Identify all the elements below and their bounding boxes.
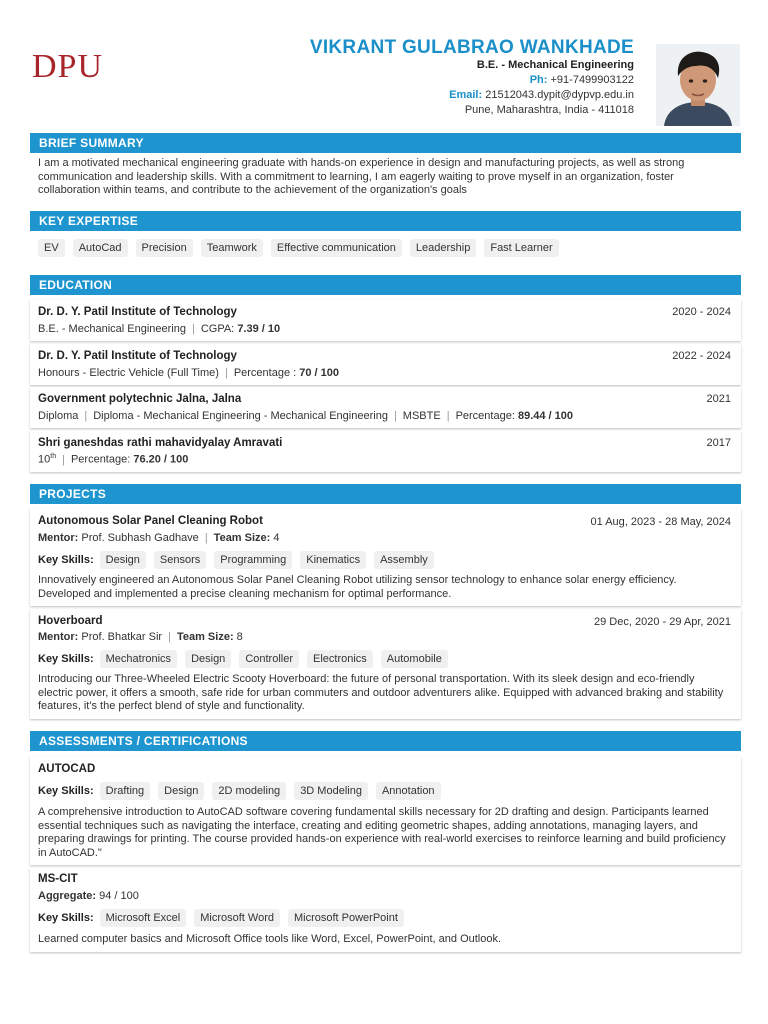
degree-name: 10 xyxy=(38,453,51,466)
candidate-degree: B.E. - Mechanical Engineering xyxy=(476,59,634,71)
phone-line xyxy=(310,73,634,88)
skill-chip: Programming xyxy=(214,551,292,569)
board-name: MSBTE xyxy=(402,410,441,422)
education-details xyxy=(38,410,573,422)
skill-chip: Kinematics xyxy=(300,551,366,569)
skill-chip: Automobile xyxy=(381,650,448,668)
skill-chip: Electronics xyxy=(307,650,373,668)
institute-name: Dr. D. Y. Patil Institute of Technology xyxy=(38,306,237,318)
team-size-label: Team Size: xyxy=(213,532,271,544)
project-meta xyxy=(38,631,243,643)
score-value: 7.39 / 10 xyxy=(237,323,281,335)
education-entry xyxy=(30,344,741,385)
skill-chip: 2D modeling xyxy=(212,782,286,800)
location: Pune, Maharashtra, India - 411018 xyxy=(464,104,634,116)
phone-label: Ph: xyxy=(529,74,548,86)
education-details xyxy=(38,323,280,335)
section-header-expertise: KEY EXPERTISE xyxy=(30,211,741,231)
project-dates: 29 Dec, 2020 - 29 Apr, 2021 xyxy=(594,616,731,628)
email-label: Email: xyxy=(449,89,483,101)
expertise-chip: Teamwork xyxy=(201,239,263,257)
team-size-value: 4 xyxy=(273,532,280,544)
score-label: Percentage: xyxy=(70,453,131,466)
degree-name: Honours - Electric Vehicle (Full Time) xyxy=(38,367,219,379)
project-dates: 01 Aug, 2023 - 28 May, 2024 xyxy=(590,516,731,528)
education-years: 2017 xyxy=(706,437,731,449)
expertise-chip: Fast Learner xyxy=(484,239,558,257)
project-skills xyxy=(38,551,434,569)
education-years: 2020 - 2024 xyxy=(672,306,731,318)
degree-name: Diploma xyxy=(38,410,79,422)
project-meta xyxy=(38,532,280,544)
key-skills-label: Key Skills: xyxy=(38,912,94,924)
expertise-chip: AutoCad xyxy=(73,239,128,257)
education-years: 2022 - 2024 xyxy=(672,350,731,362)
project-skills xyxy=(38,650,448,668)
certification-name: MS-CIT xyxy=(38,873,78,885)
profile-photo xyxy=(656,44,740,126)
skill-chip: Design xyxy=(100,551,146,569)
separator: | xyxy=(84,410,88,422)
skill-chip: 3D Modeling xyxy=(294,782,368,800)
project-name: Autonomous Solar Panel Cleaning Robot xyxy=(38,515,263,527)
education-entry xyxy=(30,431,741,472)
aggregate-value: 94 / 100 xyxy=(99,890,139,902)
separator: | xyxy=(168,631,171,643)
project-name: Hoverboard xyxy=(38,615,103,627)
certification-description: A comprehensive introduction to AutoCAD software covering fundamental skills necessary for 2D drafting and design. Participants learned essential techniques such as navigating the interface, creating and editing geometric shapes, adding annotations, managing layers, and preparing drawings for printing. The course provided hands-on experience with real-world exercises to reinforce learning and build proficiency in AutoCAD." xyxy=(38,806,726,859)
key-skills-label: Key Skills: xyxy=(38,554,94,566)
email-value[interactable]: 21512043.dypit@dypvp.edu.in xyxy=(485,89,634,101)
email-line xyxy=(310,88,634,103)
certification-skills xyxy=(38,782,441,800)
section-header-certifications: ASSESSMENTS / CERTIFICATIONS xyxy=(30,731,741,751)
expertise-chip: Precision xyxy=(136,239,193,257)
team-size-value: 8 xyxy=(236,631,243,643)
aggregate-line xyxy=(38,890,139,902)
skill-chip: Controller xyxy=(239,650,299,668)
separator: | xyxy=(446,410,450,422)
score-label: Percentage : xyxy=(233,367,297,379)
certification-entry xyxy=(30,868,741,952)
education-entry xyxy=(30,300,741,341)
expertise-chip: Effective communication xyxy=(271,239,402,257)
separator: | xyxy=(62,453,65,466)
mentor-label: Mentor: xyxy=(38,532,79,544)
phone-value: +91-7499903122 xyxy=(550,74,634,86)
separator: | xyxy=(224,367,228,379)
expertise-chip: EV xyxy=(38,239,65,257)
project-description: Innovatively engineered an Autonomous Solar Panel Cleaning Robot utilizing sensor technology to enhance solar energy efficiency. Developed and implemented a precise cleaning mechanism for optimal performance. xyxy=(38,574,677,600)
degree-suffix: th xyxy=(50,453,57,460)
institute-name: Dr. D. Y. Patil Institute of Technology xyxy=(38,350,237,362)
expertise-list xyxy=(38,239,559,257)
separator: | xyxy=(191,323,195,335)
skill-chip: Drafting xyxy=(100,782,151,800)
skill-chip: Assembly xyxy=(374,551,434,569)
candidate-name: VIKRANT GULABRAO WANKHADE xyxy=(309,37,634,58)
education-entry xyxy=(30,387,741,428)
skill-chip: Microsoft Excel xyxy=(100,909,187,927)
skill-chip: Design xyxy=(158,782,204,800)
skill-chip: Microsoft Word xyxy=(194,909,280,927)
certification-entry xyxy=(30,757,741,865)
score-value: 76.20 / 100 xyxy=(133,453,189,466)
score-value: 70 / 100 xyxy=(299,367,340,379)
aggregate-label: Aggregate: xyxy=(38,890,97,902)
project-entry xyxy=(30,609,741,719)
degree-name: B.E. - Mechanical Engineering xyxy=(38,323,186,335)
separator: | xyxy=(393,410,397,422)
certification-skills xyxy=(38,909,404,927)
mentor-name: Prof. Bhatkar Sir xyxy=(81,631,163,643)
section-header-education: EDUCATION xyxy=(30,275,741,295)
contact-header xyxy=(310,38,634,118)
score-value: 89.44 / 100 xyxy=(517,410,574,422)
institute-name: Shri ganeshdas rathi mahavidyalay Amravati xyxy=(38,437,283,449)
education-years: 2021 xyxy=(706,393,731,405)
skill-chip: Sensors xyxy=(154,551,206,569)
score-label: Percentage: xyxy=(455,410,515,422)
skill-chip: Design xyxy=(185,650,231,668)
skill-chip: Mechatronics xyxy=(100,650,177,668)
section-header-projects: PROJECTS xyxy=(30,484,741,504)
score-label: CGPA: xyxy=(200,323,235,335)
certification-description: Learned computer basics and Microsoft Office tools like Word, Excel, PowerPoint, and Outlook. xyxy=(38,933,502,945)
separator: | xyxy=(204,532,208,544)
key-skills-label: Key Skills: xyxy=(38,785,94,797)
skill-chip: Microsoft PowerPoint xyxy=(288,909,404,927)
certification-name: AUTOCAD xyxy=(38,763,96,775)
skill-chip: Annotation xyxy=(376,782,441,800)
section-header-summary: BRIEF SUMMARY xyxy=(30,133,741,153)
key-skills-label: Key Skills: xyxy=(38,653,94,665)
education-details xyxy=(38,367,339,379)
university-logo: DPU xyxy=(32,48,104,85)
summary-text: I am a motivated mechanical engineering graduate with hands-on experience in design and manufacturing projects, as well as strong communication and leadership skills. With a commitment to learning, I am eagerly waiting to prove myself in an organization, foster collaboration within teams, and contribute to the achievement of the organization's goals xyxy=(38,157,685,197)
mentor-name: Prof. Subhash Gadhave xyxy=(81,532,199,544)
field-name: Diploma - Mechanical Engineering - Mechanical Engineering xyxy=(93,410,388,422)
project-entry xyxy=(30,509,741,606)
education-details xyxy=(38,453,188,466)
team-size-label: Team Size: xyxy=(176,631,234,643)
project-description: Introducing our Three-Wheeled Electric Scooty Hoverboard: the future of personal transportation. With its sleek design and eco-friendly electric power, it offers a smooth, safe ride for urban commuters and outdoor adventurers alike. Equipped with advanced braking and stability features, it's the perfect blend of style and functionality. xyxy=(38,673,724,713)
institute-name: Government polytechnic Jalna, Jalna xyxy=(38,393,242,405)
mentor-label: Mentor: xyxy=(38,631,79,643)
expertise-chip: Leadership xyxy=(410,239,476,257)
